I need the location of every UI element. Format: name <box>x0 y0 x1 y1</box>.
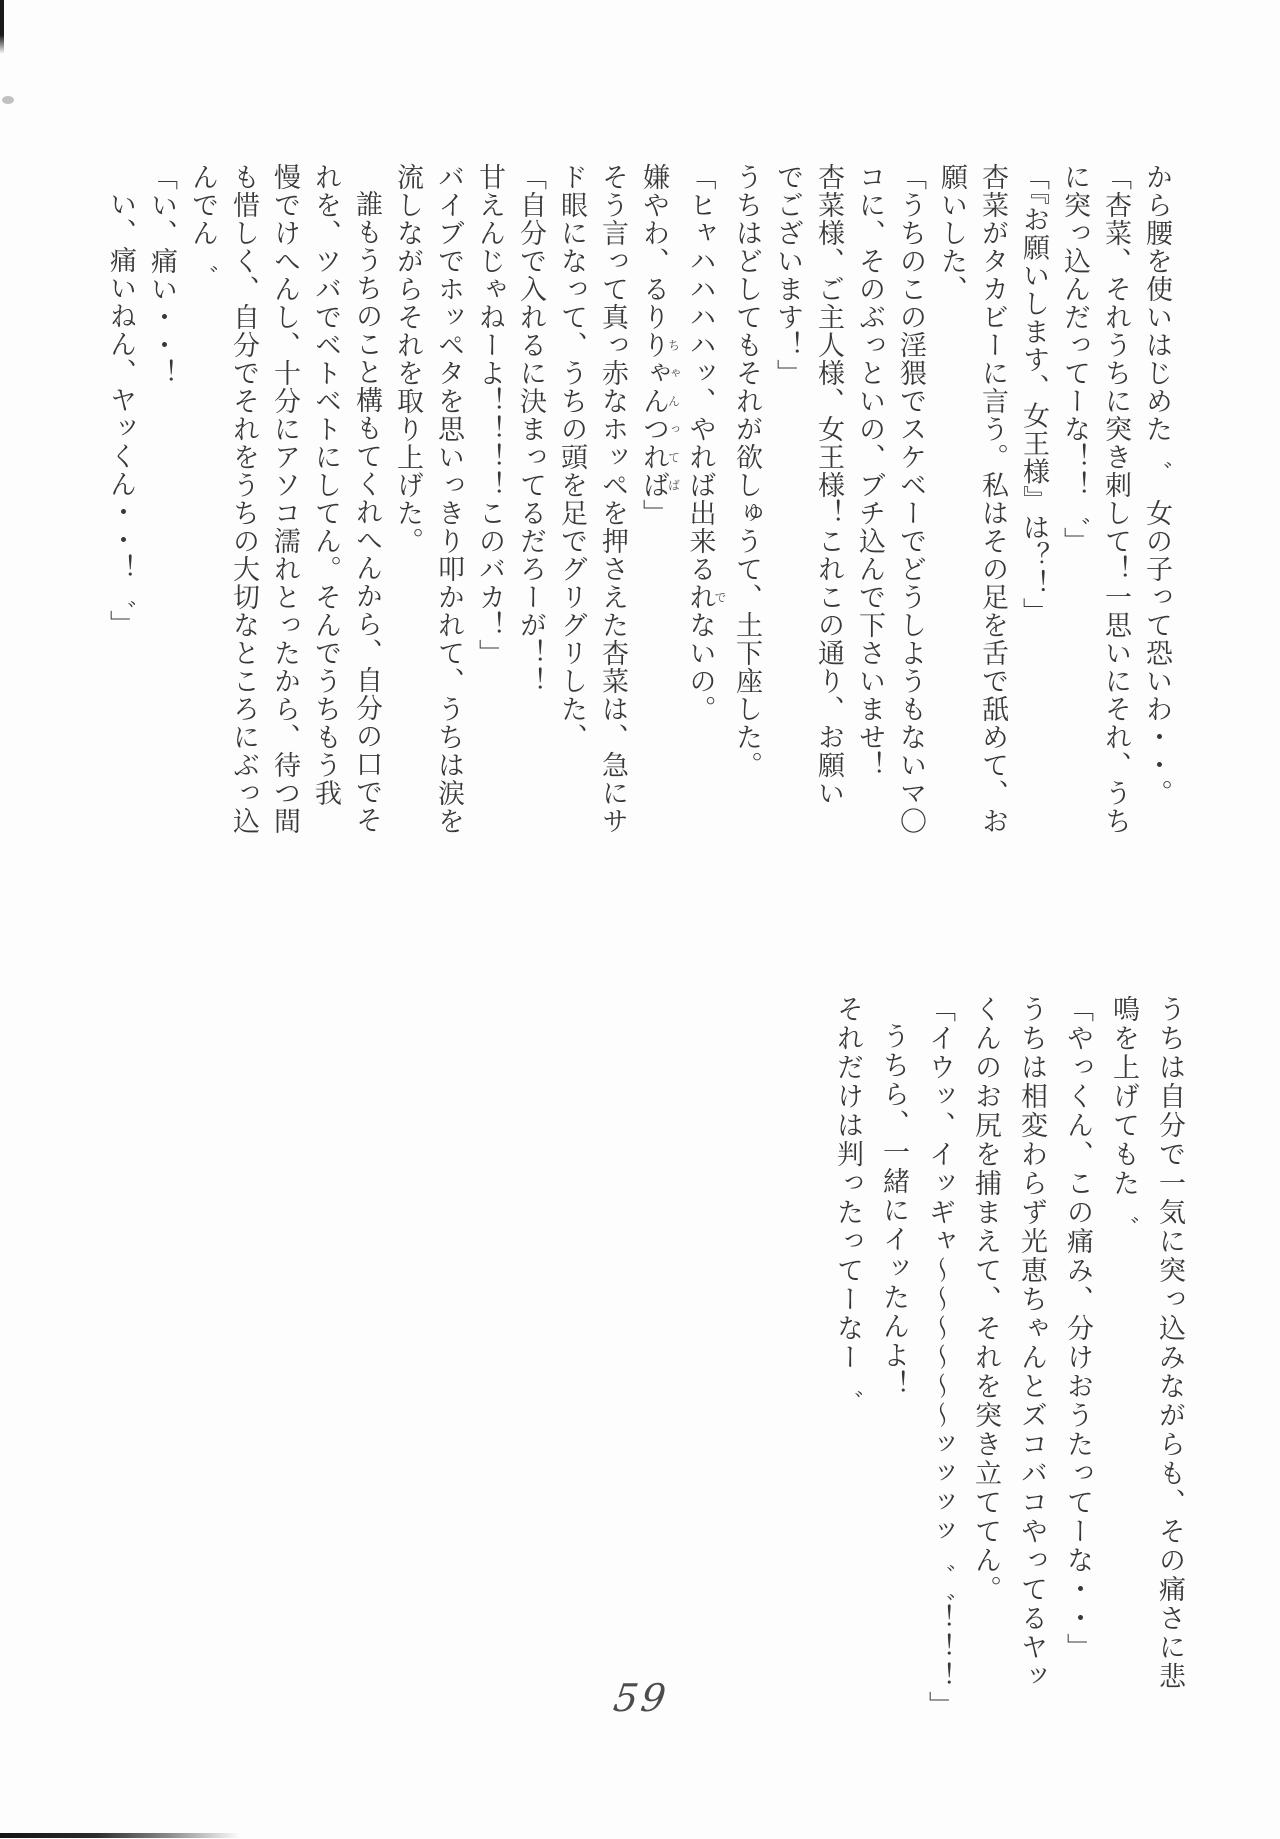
text-line: 願いした、 <box>936 163 967 303</box>
text-line: 誰もうちのこと構もてくれへんから、自分の口でそ <box>351 190 382 834</box>
text-line: 「イウッ、イッギャ～～～～～～ッッッッ゛゛！！！」 <box>924 995 955 1720</box>
ruby-annotated-text: れで <box>684 583 727 611</box>
text-block-upper <box>100 163 1177 878</box>
text-line: くんのお尻を捕まえて、それを突き立ててん。 <box>970 995 1001 1604</box>
text-line: 慢でけへんし、十分にアソコ濡れとったから、待つ間 <box>269 163 300 835</box>
text-line: そう言って真っ赤なホッペを押さえた杏菜は、急にサ <box>597 163 628 835</box>
ruby-annotated-text: つればってば <box>638 415 681 499</box>
text-line: 「杏菜、それうちに突き刺して！一思いにそれ、うち <box>1100 163 1131 835</box>
text-line: 流しながらそれを取り上げた。 <box>392 163 423 555</box>
text-line: でございます！」 <box>772 163 803 387</box>
text-line: 嫌やわ、るりりゃんちゃんつればってば」 <box>638 163 681 527</box>
scan-artifact-top-left <box>0 0 4 54</box>
scan-artifact-smudge <box>2 96 14 104</box>
page-number: 59 <box>610 1676 672 1720</box>
text-line: んでん゛ <box>187 163 218 275</box>
text-line: うちは相変わらず光恵ちゃんとズコバコやってるヤッ <box>1016 995 1047 1691</box>
text-line: ド眼になって、うちの頭を足でグリグリした、 <box>556 163 587 751</box>
text-block-lower <box>824 995 1192 1720</box>
text-line: い、痛いねん、ヤッくん・・！゛」 <box>105 190 136 638</box>
text-line: 「ヒャハハハハッ、やれば出来るれでないの。 <box>684 163 727 723</box>
text-line: 甘えんじゃねーよ！！！！このバカ！」 <box>474 163 505 667</box>
text-line: 「『お願いします、女王様』は？！」 <box>1018 163 1049 626</box>
text-line: バイブでホッペタを思いっきり叩かれて、うちは涙を <box>433 163 464 835</box>
text-line: それだけは判ったってーなー゛ <box>832 995 863 1401</box>
scan-artifact-bottom-left <box>0 1833 240 1838</box>
text-line: うちはどしてもそれが欲しゅうて、土下座した。 <box>731 163 762 779</box>
text-line: 「自分で入れるに決まってるだろーが！！ <box>515 163 546 695</box>
text-line: うちは自分で一気に突っ込みながらも、その痛さに悲 <box>1154 995 1185 1691</box>
text-line: うちら、一緒にイッたんよ！ <box>878 1022 909 1399</box>
text-line: コに、そのぶっといの、ブチ込んで下さいませ！ <box>854 163 885 779</box>
text-line: 鳴を上げてもた゛ <box>1108 995 1139 1227</box>
ruby-annotated-text: りゃんちゃん <box>638 331 681 415</box>
text-line: 「い、痛い・・！ <box>146 163 177 387</box>
text-line: 「やっくん、この痛み、分けおうたってーな・・」 <box>1062 995 1093 1662</box>
text-line: 杏菜様、ご主人様、女王様！これこの通り、お願い <box>813 163 844 807</box>
text-line: 杏菜がタカビーに言う。私はその足を舌で舐めて、お <box>977 163 1008 835</box>
text-line: れを、ツバでベトベトにしてん。そんでうちもう我 <box>310 163 341 807</box>
text-line: も惜しく、自分でそれをうちの大切なところにぶっ込 <box>228 163 259 835</box>
text-line: 「うちのこの淫猥でスケベーでどうしようもないマ〇 <box>895 163 926 835</box>
text-line: に突っ込んだってーな！！゛」 <box>1059 163 1090 555</box>
text-line: から腰を使いはじめた゛ 女の子って恐いわ・・。 <box>1141 163 1172 807</box>
